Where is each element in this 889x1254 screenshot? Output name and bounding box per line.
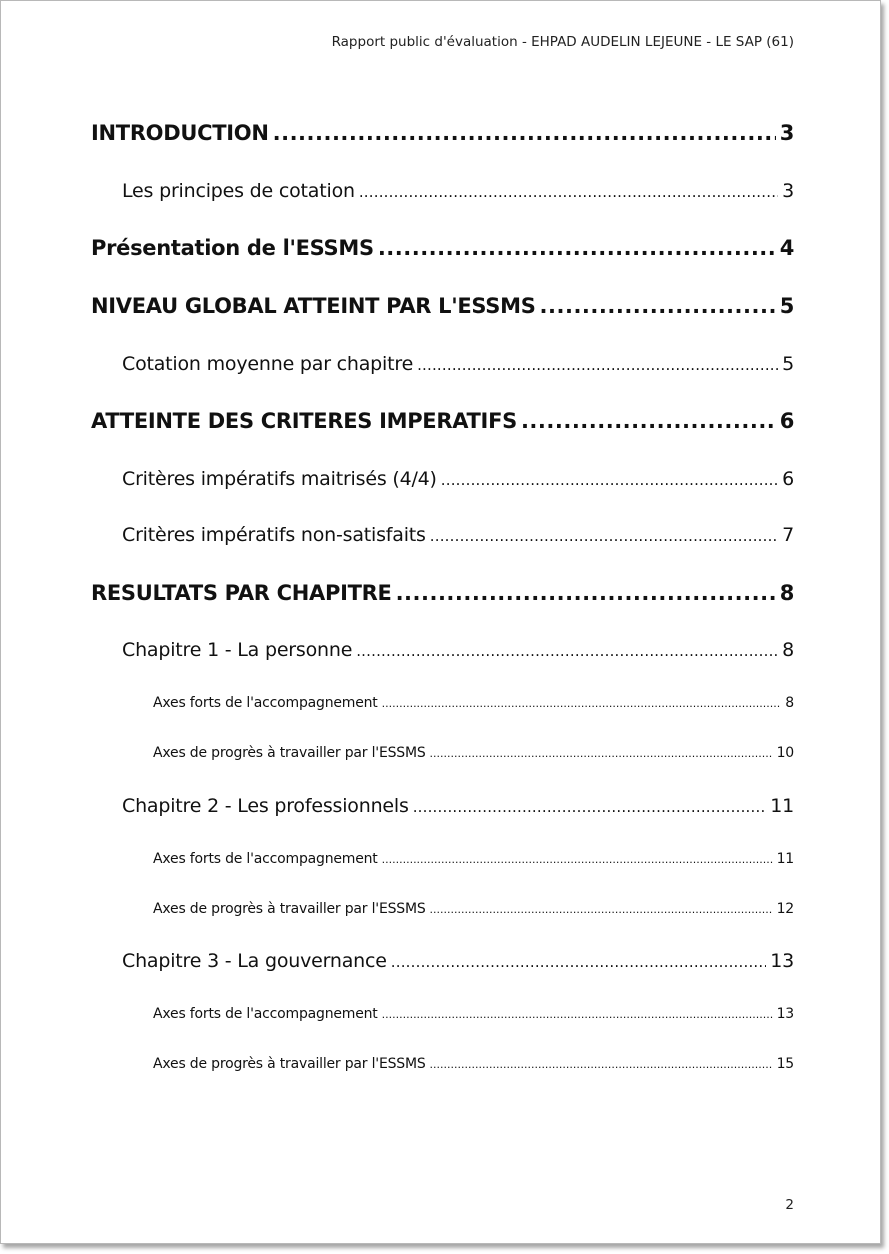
- toc-entry-ch3-axes-forts[interactable]: [153, 1006, 794, 1022]
- toc-entry-niveau-global[interactable]: [91, 294, 794, 318]
- toc-dot-leader: [378, 236, 776, 260]
- toc-entry-principes-cotation[interactable]: [122, 180, 794, 202]
- toc-entry-page: 5: [782, 353, 794, 375]
- toc-entry-title: Les principes de cotation: [122, 180, 355, 202]
- toc-entry-criteres-imperatifs[interactable]: [91, 409, 794, 433]
- toc-entry-title: Axes forts de l'accompagnement: [153, 851, 378, 867]
- toc-entry-page: 8: [779, 581, 794, 605]
- toc-entry-title: ATTEINTE DES CRITERES IMPERATIFS: [91, 409, 517, 433]
- toc-entry-ch3-axes-progres[interactable]: [153, 1056, 794, 1072]
- toc-entry-page: 3: [779, 121, 794, 145]
- toc-dot-leader: [521, 409, 776, 433]
- toc-entry-chapitre-1[interactable]: [122, 639, 794, 661]
- toc-entry-title: INTRODUCTION: [91, 121, 269, 145]
- toc-entry-ch2-axes-progres[interactable]: [153, 901, 794, 917]
- toc-entry-title: Axes de progrès à travailler par l'ESSMS: [153, 745, 426, 761]
- toc-entry-ch1-axes-progres[interactable]: [153, 745, 794, 761]
- toc-entry-page: 8: [782, 639, 794, 661]
- toc-dot-leader: [430, 527, 778, 545]
- toc-entry-title: Critères impératifs maitrisés (4/4): [122, 468, 437, 490]
- toc-entry-title: NIVEAU GLOBAL ATTEINT PAR L'ESSMS: [91, 294, 536, 318]
- toc-entry-page: 13: [770, 950, 794, 972]
- toc-entry-page: 4: [779, 236, 794, 260]
- running-header: Rapport public d'évaluation - EHPAD AUDELIN LEJEUNE - LE SAP (61): [331, 34, 794, 50]
- toc-entry-resultats-chapitre[interactable]: [91, 581, 794, 605]
- toc-dot-leader: [382, 697, 782, 710]
- toc-entry-chapitre-3[interactable]: [122, 950, 794, 972]
- toc-dot-leader: [391, 953, 766, 971]
- toc-entry-criteres-maitrises[interactable]: [122, 468, 794, 490]
- toc-dot-leader: [430, 1058, 773, 1071]
- page-number: 2: [785, 1197, 794, 1213]
- toc-entry-chapitre-2[interactable]: [122, 795, 794, 817]
- toc-entry-page: 6: [779, 409, 794, 433]
- toc-entry-page: 6: [782, 468, 794, 490]
- toc-dot-leader: [382, 1008, 773, 1021]
- toc-entry-page: 7: [782, 524, 794, 546]
- toc-entry-title: Axes forts de l'accompagnement: [153, 1006, 378, 1022]
- toc-entry-title: Chapitre 2 - Les professionnels: [122, 795, 409, 817]
- toc-entry-page: 15: [776, 1056, 794, 1072]
- toc-entry-title: Cotation moyenne par chapitre: [122, 353, 414, 375]
- toc-entry-page: 3: [782, 180, 794, 202]
- toc-entry-criteres-non-satisfaits[interactable]: [122, 524, 794, 546]
- toc-entry-page: 10: [776, 745, 794, 761]
- toc-dot-leader: [382, 853, 773, 866]
- toc-entry-title: Critères impératifs non-satisfaits: [122, 524, 426, 546]
- toc-entry-title: Axes de progrès à travailler par l'ESSMS: [153, 901, 426, 917]
- toc-entry-page: 11: [770, 795, 794, 817]
- toc-dot-leader: [359, 183, 778, 201]
- toc-dot-leader: [356, 642, 778, 660]
- toc-dot-leader: [430, 903, 773, 916]
- toc-entry-title: Présentation de l'ESSMS: [91, 236, 374, 260]
- toc-dot-leader: [540, 294, 776, 318]
- toc-entry-title: RESULTATS PAR CHAPITRE: [91, 581, 392, 605]
- toc-entry-page: 12: [776, 901, 794, 917]
- toc-entry-page: 8: [785, 695, 794, 711]
- toc-dot-leader: [273, 121, 776, 145]
- toc-entry-page: 13: [776, 1006, 794, 1022]
- toc-entry-ch1-axes-forts[interactable]: [153, 695, 794, 711]
- toc-dot-leader: [396, 581, 776, 605]
- toc-entry-title: Axes de progrès à travailler par l'ESSMS: [153, 1056, 426, 1072]
- toc-dot-leader: [413, 798, 767, 816]
- toc-entry-page: 5: [779, 294, 794, 318]
- toc-entry-title: Chapitre 1 - La personne: [122, 639, 353, 661]
- toc-dot-leader: [417, 356, 778, 374]
- toc-entry-title: Chapitre 3 - La gouvernance: [122, 950, 387, 972]
- toc-entry-cotation-moyenne[interactable]: [122, 353, 794, 375]
- toc-dot-leader: [441, 471, 778, 489]
- toc-entry-presentation-essms[interactable]: [91, 236, 794, 260]
- toc-entry-ch2-axes-forts[interactable]: [153, 851, 794, 867]
- toc-entry-title: Axes forts de l'accompagnement: [153, 695, 378, 711]
- toc-dot-leader: [430, 747, 773, 760]
- toc-entry-introduction[interactable]: [91, 121, 794, 145]
- toc-entry-page: 11: [776, 851, 794, 867]
